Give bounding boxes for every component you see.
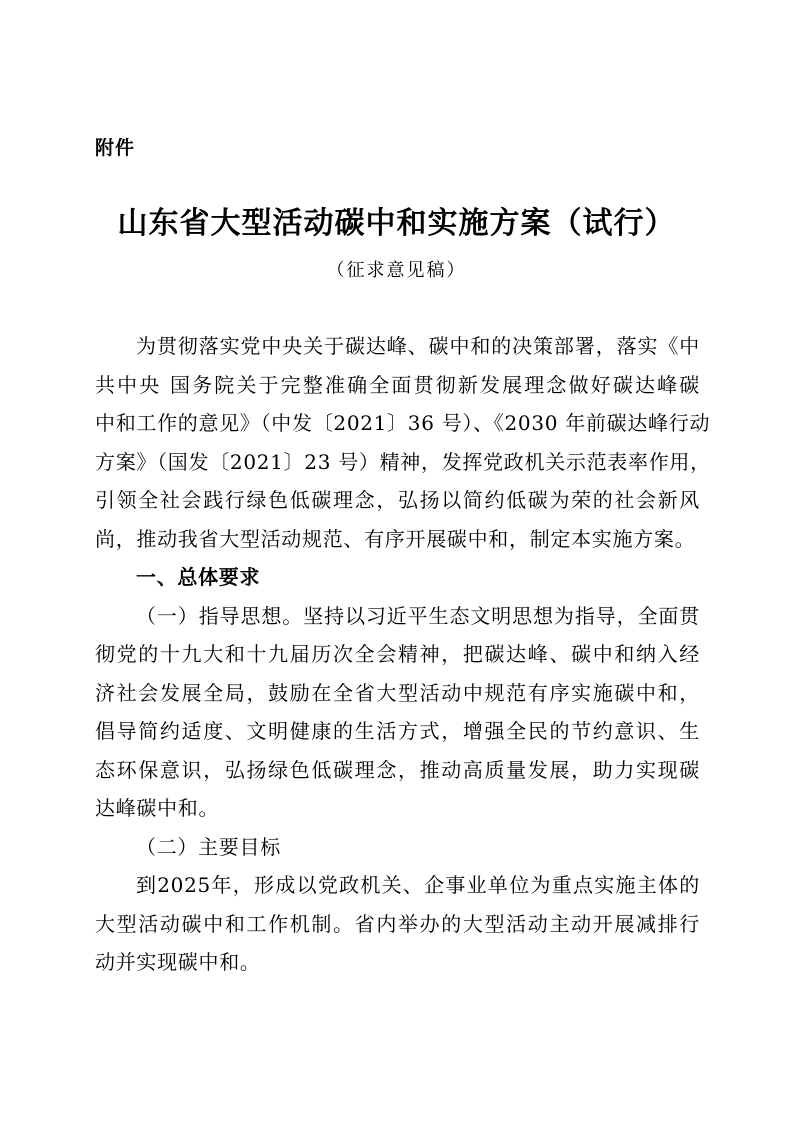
paragraph-line: 共中央 国务院关于完整准确全面贯彻新发展理念做好碳达峰碳 — [95, 372, 700, 397]
paragraph-line: 大型活动碳中和工作机制。省内举办的大型活动主动开展减排行 — [95, 911, 700, 936]
section-heading-general-requirements: 一、总体要求 — [136, 565, 261, 589]
subsection-heading-main-goals: （二）主要目标 — [136, 834, 281, 859]
paragraph-line: 达峰碳中和。 — [95, 796, 220, 820]
document-body — [95, 327, 711, 982]
attachment-label: 附件 — [95, 137, 136, 159]
intro-paragraph — [95, 327, 711, 558]
paragraph-line: 济社会发展全局，鼓励在全省大型活动中规范有序实施碳中和， — [95, 680, 700, 705]
paragraph-line: 方案》（国发〔2021〕23 号）精神，发挥党政机关示范表率作用， — [95, 449, 711, 474]
paragraph-line: 倡导简约适度、文明健康的生活方式，增强全民的节约意识、生 — [95, 719, 700, 743]
paragraph-line: （一）指导思想。坚持以习近平生态文明思想为指导，全面贯 — [136, 603, 700, 628]
guiding-ideology-paragraph — [95, 597, 700, 828]
main-goals-paragraph — [95, 866, 700, 982]
paragraph-line: 到2025年，形成以党政机关、企事业单位为重点实施主体的 — [136, 873, 700, 897]
document-title: 山东省大型活动碳中和实施方案（试行） — [117, 206, 676, 241]
document-subtitle: （征求意见稿） — [326, 260, 467, 281]
paragraph-line: 动并实现碳中和。 — [95, 950, 261, 974]
paragraph-line: 彻党的十九大和十九届历次全会精神，把碳达峰、碳中和纳入经 — [95, 642, 700, 666]
paragraph-line: 中和工作的意见》（中发〔2021〕36 号）、《2030 年前碳达峰行动 — [95, 411, 711, 435]
paragraph-line: 尚，推动我省大型活动规范、有序开展碳中和，制定本实施方案。 — [95, 526, 696, 551]
paragraph-line: 引领全社会践行绿色低碳理念，弘扬以简约低碳为荣的社会新风 — [95, 488, 700, 512]
paragraph-line: 为贯彻落实党中央关于碳达峰、碳中和的决策部署，落实《中 — [136, 334, 700, 358]
paragraph-line: 态环保意识，弘扬绿色低碳理念，推动高质量发展，助力实现碳 — [95, 757, 700, 782]
